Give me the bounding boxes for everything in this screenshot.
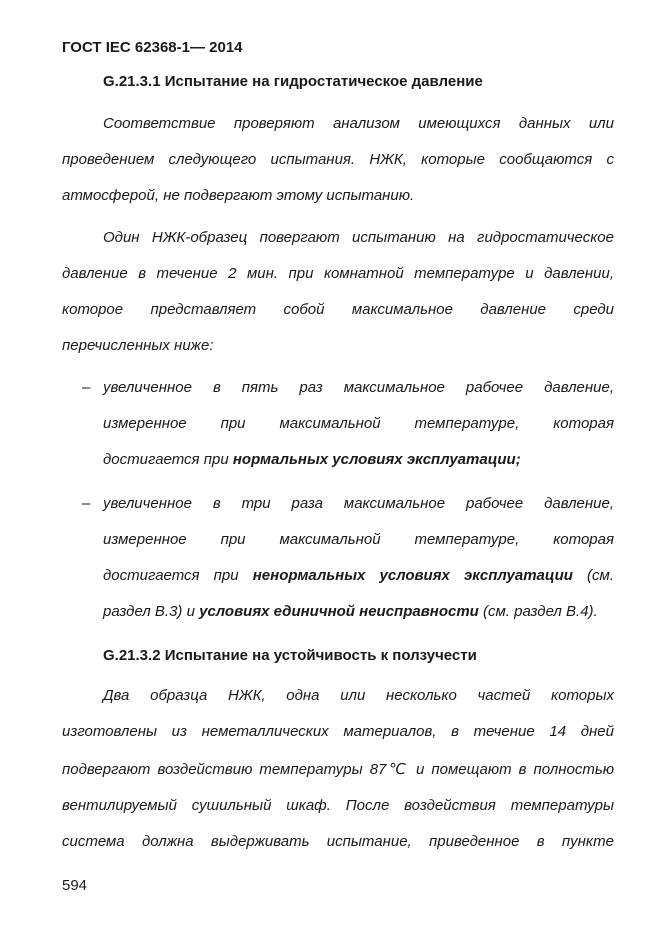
text-run: раздел В.3) и	[103, 603, 200, 620]
paragraph-line: давление в течение 2 мин. при комнатной температуре и давлении,	[62, 265, 614, 282]
list-item-line	[103, 602, 614, 622]
text-run: достигается при	[103, 567, 253, 584]
emphasis-term: ненормальных условиях эксплуатации	[252, 567, 573, 584]
list-item-line: измеренное при максимальной температуре, которая	[103, 415, 614, 432]
emphasis-term: условиях единичной неисправности	[199, 603, 479, 620]
list-item-line	[103, 566, 614, 586]
list-item-line: измеренное при максимальной температуре, которая	[103, 531, 614, 548]
paragraph-line: изготовлены из неметаллических материалов, в течение 14 дней	[62, 723, 614, 740]
paragraph-line: Один НЖК-образец повергают испытанию на гидростатическое	[103, 229, 614, 246]
section-heading: G.21.3.2 Испытание на устойчивость к ползучести	[103, 647, 477, 664]
paragraph-line: подвергают воздействию температуры 87℃ и помещают в полностью	[62, 761, 614, 778]
list-item-line	[103, 450, 614, 470]
text-run: (см. раздел В.4).	[478, 603, 598, 620]
paragraph-line: атмосферой, не подвергают этому испытанию.	[62, 187, 415, 204]
paragraph-line: Соответствие проверяют анализом имеющихся данных или	[103, 115, 614, 132]
page-header: ГОСТ IEC 62368-1— 2014	[62, 39, 243, 56]
paragraph-line: система должна выдерживать испытание, приведенное в пункте	[62, 833, 614, 850]
section-heading: G.21.3.1 Испытание на гидростатическое давление	[103, 73, 483, 90]
emphasis-term: нормальных условиях эксплуатации;	[232, 451, 521, 468]
list-item-line: увеличенное в три раза максимальное рабочее давление,	[103, 495, 614, 512]
list-item-line: увеличенное в пять раз максимальное рабочее давление,	[103, 379, 614, 396]
paragraph-line: проведением следующего испытания. НЖК, которые сообщаются с	[62, 151, 614, 168]
text-run: (см.	[587, 567, 614, 584]
text-run: достигается при	[103, 451, 233, 468]
paragraph-line: Два образца НЖК, одна или несколько частей которых	[103, 687, 614, 704]
list-dash: –	[82, 495, 91, 512]
paragraph-line: перечисленных ниже:	[62, 337, 214, 354]
paragraph-line: которое представляет собой максимальное давление среди	[62, 301, 614, 318]
list-dash: –	[82, 379, 91, 396]
page-number: 594	[62, 877, 88, 894]
paragraph-line: вентилируемый сушильный шкаф. После воздействия температуры	[62, 797, 614, 814]
